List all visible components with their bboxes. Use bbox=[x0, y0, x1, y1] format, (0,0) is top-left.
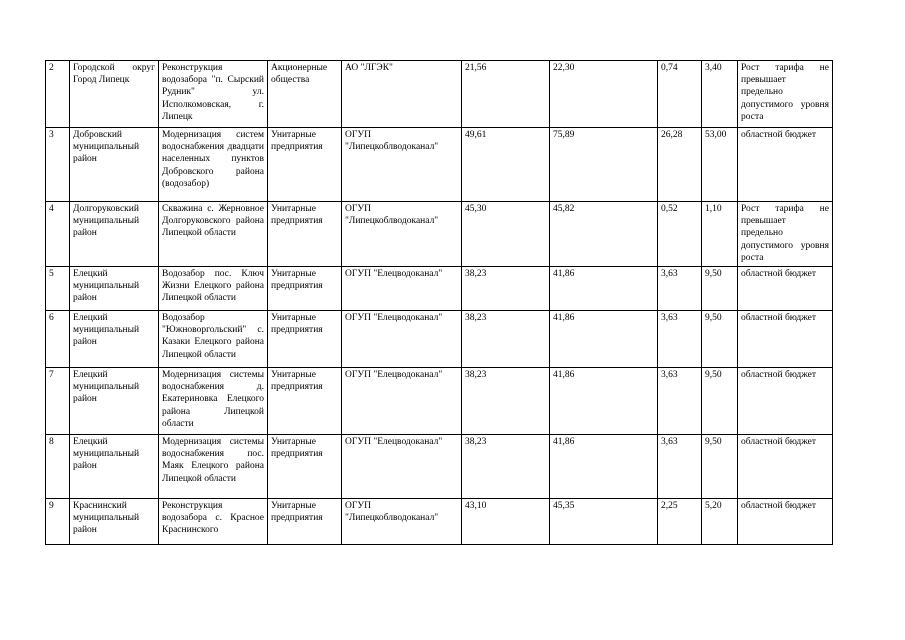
table-row bbox=[46, 368, 833, 435]
district-cell: Елецкий муниципальный район bbox=[70, 368, 159, 435]
value-1-cell: 21,56 bbox=[462, 61, 550, 128]
note-cell: областной бюджет bbox=[738, 267, 833, 311]
value-2-cell: 45,82 bbox=[550, 202, 658, 267]
value-4-cell: 9,50 bbox=[702, 311, 738, 368]
value-3-cell: 3,63 bbox=[658, 311, 702, 368]
organization-cell: ОГУП "Елецводоканал" bbox=[342, 267, 462, 311]
value-1-cell: 38,23 bbox=[462, 435, 550, 499]
organization-cell: ОГУП "Елецводоканал" bbox=[342, 435, 462, 499]
org-type-cell: Унитарные предприятия bbox=[268, 267, 342, 311]
row-number: 8 bbox=[46, 435, 70, 499]
value-3-cell: 0,74 bbox=[658, 61, 702, 128]
table-row bbox=[46, 267, 833, 311]
note-cell: областной бюджет bbox=[738, 499, 833, 545]
org-type-cell: Унитарные предприятия bbox=[268, 435, 342, 499]
org-type-cell: Акционерные общества bbox=[268, 61, 342, 128]
value-1-cell: 38,23 bbox=[462, 267, 550, 311]
value-3-cell: 26,28 bbox=[658, 128, 702, 202]
object-cell: Модернизация систем водоснабжения двадцати населенных пунктов Добровского района (водозабор) bbox=[159, 128, 268, 202]
table-row bbox=[46, 128, 833, 202]
note-cell: областной бюджет bbox=[738, 128, 833, 202]
row-number: 7 bbox=[46, 368, 70, 435]
district-cell: Елецкий муниципальный район bbox=[70, 311, 159, 368]
organization-cell: ОГУП "Липецкоблводоканал" bbox=[342, 202, 462, 267]
value-4-cell: 5,20 bbox=[702, 499, 738, 545]
value-4-cell: 3,40 bbox=[702, 61, 738, 128]
district-cell: Долгоруковский муниципальный район bbox=[70, 202, 159, 267]
value-1-cell: 45,30 bbox=[462, 202, 550, 267]
note-cell: Рост тарифа не превышает предельно допустимого уровня роста bbox=[738, 61, 833, 128]
table-body bbox=[46, 61, 833, 545]
object-cell: Модернизация системы водоснабжения д. Екатериновка Елецкого района Липецкой области bbox=[159, 368, 268, 435]
row-number: 4 bbox=[46, 202, 70, 267]
table-row bbox=[46, 435, 833, 499]
table-row bbox=[46, 499, 833, 545]
value-1-cell: 43,10 bbox=[462, 499, 550, 545]
value-1-cell: 38,23 bbox=[462, 311, 550, 368]
note-cell: областной бюджет bbox=[738, 368, 833, 435]
table-row bbox=[46, 202, 833, 267]
row-number: 3 bbox=[46, 128, 70, 202]
value-3-cell: 0,52 bbox=[658, 202, 702, 267]
object-cell: Скважина с. Жерновное Долгоруковского района Липецкой области bbox=[159, 202, 268, 267]
value-4-cell: 53,00 bbox=[702, 128, 738, 202]
value-1-cell: 49,61 bbox=[462, 128, 550, 202]
object-cell: Модернизация системы водоснабжения пос. Маяк Елецкого района Липецкой области bbox=[159, 435, 268, 499]
organization-cell: ОГУП "Липецкоблводоканал" bbox=[342, 499, 462, 545]
table-row bbox=[46, 61, 833, 128]
org-type-cell: Унитарные предприятия bbox=[268, 128, 342, 202]
district-cell: Елецкий муниципальный район bbox=[70, 435, 159, 499]
note-cell: Рост тарифа не превышает предельно допустимого уровня роста bbox=[738, 202, 833, 267]
value-4-cell: 9,50 bbox=[702, 435, 738, 499]
value-2-cell: 41,86 bbox=[550, 267, 658, 311]
note-cell: областной бюджет bbox=[738, 311, 833, 368]
district-cell: Краснинский муниципальный район bbox=[70, 499, 159, 545]
value-4-cell: 9,50 bbox=[702, 267, 738, 311]
district-cell: Городской округ Город Липецк bbox=[70, 61, 159, 128]
tariff-table bbox=[45, 60, 833, 545]
organization-cell: АО "ЛГЭК" bbox=[342, 61, 462, 128]
org-type-cell: Унитарные предприятия bbox=[268, 368, 342, 435]
value-3-cell: 3,63 bbox=[658, 368, 702, 435]
org-type-cell: Унитарные предприятия bbox=[268, 202, 342, 267]
org-type-cell: Унитарные предприятия bbox=[268, 311, 342, 368]
value-3-cell: 3,63 bbox=[658, 267, 702, 311]
district-cell: Добровский муниципальный район bbox=[70, 128, 159, 202]
value-4-cell: 9,50 bbox=[702, 368, 738, 435]
value-3-cell: 3,63 bbox=[658, 435, 702, 499]
value-2-cell: 22,30 bbox=[550, 61, 658, 128]
row-number: 6 bbox=[46, 311, 70, 368]
row-number: 2 bbox=[46, 61, 70, 128]
org-type-cell: Унитарные предприятия bbox=[268, 499, 342, 545]
note-cell: областной бюджет bbox=[738, 435, 833, 499]
object-cell: Реконструкция водозабора с. Красное Краснинского bbox=[159, 499, 268, 545]
object-cell: Водозабор "Южноворгольский" с. Казаки Елецкого района Липецкой области bbox=[159, 311, 268, 368]
value-4-cell: 1,10 bbox=[702, 202, 738, 267]
value-3-cell: 2,25 bbox=[658, 499, 702, 545]
value-2-cell: 41,86 bbox=[550, 311, 658, 368]
organization-cell: ОГУП "Елецводоканал" bbox=[342, 311, 462, 368]
district-cell: Елецкий муниципальный район bbox=[70, 267, 159, 311]
organization-cell: ОГУП "Липецкоблводоканал" bbox=[342, 128, 462, 202]
object-cell: Реконструкция водозабора "п. Сырский Рудник" ул. Исполкомовская, г. Липецк bbox=[159, 61, 268, 128]
value-2-cell: 41,86 bbox=[550, 368, 658, 435]
row-number: 5 bbox=[46, 267, 70, 311]
value-2-cell: 75,89 bbox=[550, 128, 658, 202]
value-2-cell: 41,86 bbox=[550, 435, 658, 499]
value-2-cell: 45,35 bbox=[550, 499, 658, 545]
organization-cell: ОГУП "Елецводоканал" bbox=[342, 368, 462, 435]
table-row bbox=[46, 311, 833, 368]
row-number: 9 bbox=[46, 499, 70, 545]
object-cell: Водозабор пос. Ключ Жизни Елецкого района Липецкой области bbox=[159, 267, 268, 311]
value-1-cell: 38,23 bbox=[462, 368, 550, 435]
